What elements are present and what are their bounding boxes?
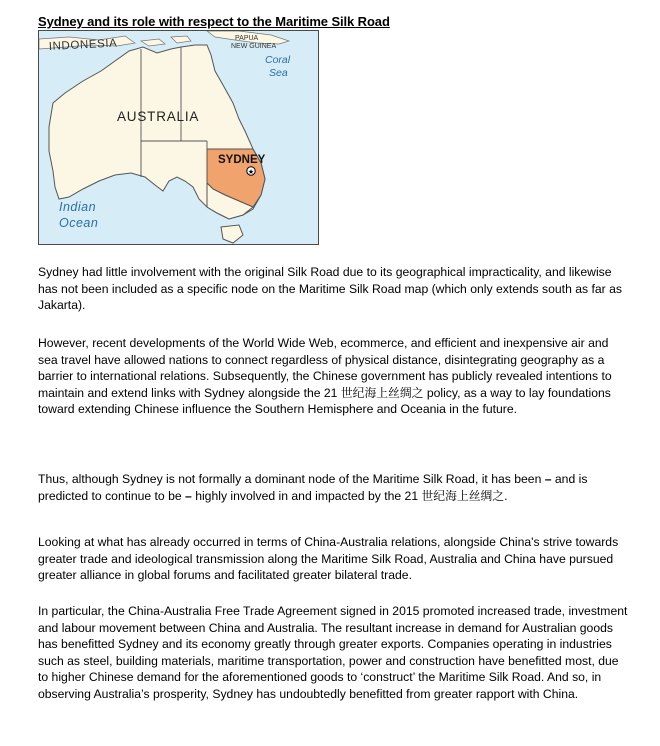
label-coral: Coral	[265, 54, 291, 66]
paragraph-2-chinese-text: 世纪海上丝绸之	[340, 385, 424, 400]
paragraph-3-text-d: .	[504, 488, 508, 503]
paragraph-3-chinese-text: 世纪海上丝绸之	[421, 488, 505, 503]
australia-map-svg	[39, 31, 319, 245]
label-sea: Sea	[269, 67, 288, 79]
label-indonesia: INDONESIA	[48, 37, 118, 53]
label-papua: PAPUA	[235, 35, 259, 42]
paragraph-1: Sydney had little involvement with the original Silk Road due to its geographical impracticality, and likewise has not been included as a specific node on the Maritime Silk Road map (which only extends south as far as Jakarta).	[38, 265, 622, 313]
label-sydney: SYDNEY	[218, 154, 266, 166]
paragraph-2-text-a: However, recent developments of the World Wide Web, ecommerce, and efficient and inexpensive air and sea travel have allowed nations to connect regardless of physical distance, disintegrating geography as a barrier to international relations. Subsequently, the Chinese government has publicly revealed intentions to maintain and extend links with Sydney alongside the 21	[38, 336, 612, 400]
paragraph-5: In particular, the China-Australia Free Trade Agreement signed in 2015 promoted increased trade, investment and labour movement between China and Australia. The resultant increase in demand for Australian goods has benefitted Sydney and its economy greatly through greater exports. Companies operating in industries such as steel, building materials, maritime transportation, power and construction have benefitted most, due to higher Chinese demand for the aforementioned goods to ‘construct’ the Maritime Silk Road. And so, in observing Australia’s prosperity, Sydney has undoubtedly benefitted from greater rapport with China.	[38, 604, 628, 701]
label-new-guinea: NEW GUINEA	[231, 43, 277, 50]
paragraph-3-text-b: and is predicted to continue to be	[38, 472, 588, 503]
label-ocean: Ocean	[59, 216, 99, 230]
star-icon: ★	[247, 169, 255, 176]
paragraph-3	[38, 471, 630, 504]
paragraph-2	[38, 335, 630, 418]
label-australia: AUSTRALIA	[117, 109, 200, 124]
label-indian: Indian	[59, 200, 97, 214]
paragraph-3-text-c: highly involved in and impacted by the 21	[191, 488, 422, 503]
paragraph-4: Looking at what has already occurred in terms of China-Australia relations, alongside China's strive towards greater trade and ideological transmission along the Maritime Silk Road, Australia and China have pursued greater alliance in global forums and facilitated greater bilateral trade.	[38, 535, 619, 583]
australia-map	[38, 30, 319, 245]
document-title: Sydney and its role with respect to the Maritime Silk Road	[38, 14, 390, 29]
paragraph-3-dash-2: –	[185, 488, 192, 503]
paragraph-3-dash-1: –	[544, 472, 552, 486]
paragraph-2-text-b: policy, as a way to lay foundations toward extending Chinese influence the Southern Hemisphere and Oceania in the future.	[38, 385, 611, 417]
paragraph-3-text-a: Thus, although Sydney is not formally a dominant node of the Maritime Silk Road, it has been	[38, 472, 545, 486]
